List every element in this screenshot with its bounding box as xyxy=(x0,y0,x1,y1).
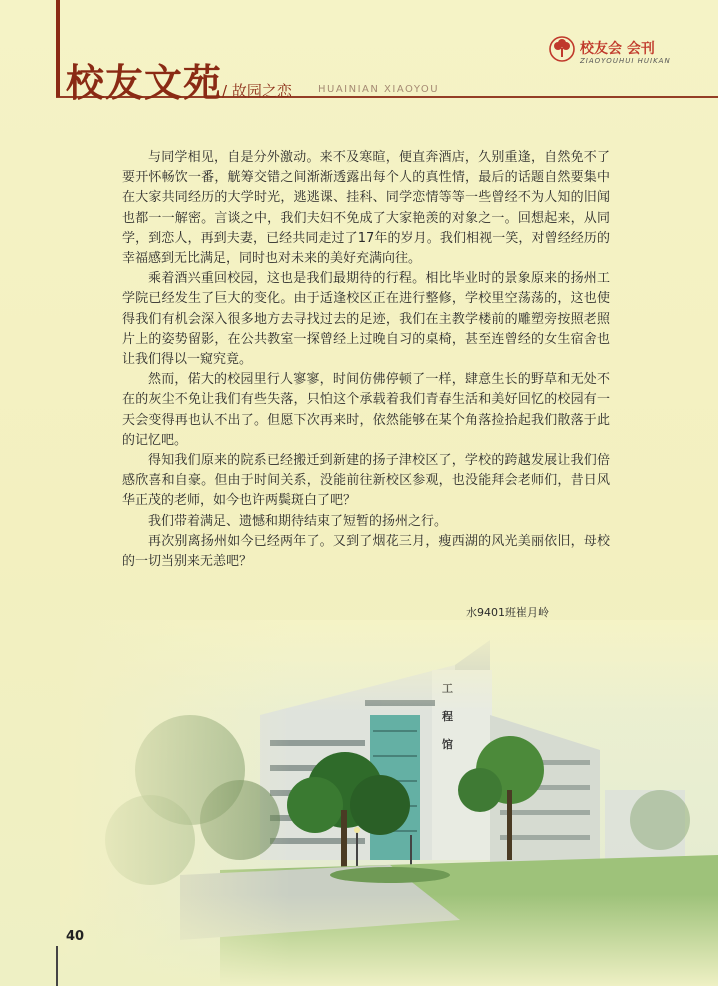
signature-author: 水9401班崔月岭 xyxy=(466,606,549,619)
article-paragraph: 与同学相见，自是分外激动。来不及寒暄，便直奔酒店，久别重逢，自然免不了要开怀畅饮一番，觥筹交错之间渐渐透露出每个人的真性情，最后的话题自然要集中在大家共同经历的大学时光，逃逃课、挂科、同学恋情等等一些曾经不为人知的旧闻也都一一解密。言谈之中，我们夫妇不免成了大家艳羡的对象之一。回想起来，从同学，到恋人，再到夫妻，已经共同走过了17年的岁月。我们相视一笑，对曾经经历的幸福感到无比满足，同时也对未来的美好充满向往。 xyxy=(122,150,610,267)
section-title: 校友文苑 xyxy=(66,60,223,105)
article-paragraph: 再次别离扬州如今已经两年了。又到了烟花三月，瘦西湖的风光美丽依旧，母校的一切当别来无恙吧？ xyxy=(122,533,610,570)
subtitle-text: 故园之恋 xyxy=(231,82,292,100)
campus-building-photo xyxy=(60,620,718,986)
article-paragraph: 乘着酒兴重回校园，这也是我们最期待的行程。相比毕业时的景象原来的扬州工学院已经发生了巨大的变化。由于适逢校区正在进行整修，学校里空荡荡的，这也使得我们有机会深入很多地方去寻找过去的足迹，我们在主教学楼前的雕塑旁按照老照片上的姿势留影，在公共教室一探曾经上过晚自习的桌椅，甚至连曾经的女生宿舍也让我们得以一窥究竟。 xyxy=(122,271,610,368)
section-subtitle xyxy=(222,80,292,101)
magazine-pinyin: ZIAOYOUHUI HUIKAN xyxy=(580,57,671,65)
tree-logo-icon xyxy=(549,36,575,62)
footer-vertical-rule xyxy=(56,946,58,986)
article-paragraph: 得知我们原来的院系已经搬迁到新建的扬子津校区了，学校的跨越发展让我们倍感欣喜和自豪。但由于时间关系，没能前往新校区参观，也没能拜会老师们，昔日风华正茂的老师，如今也许两鬓斑白了吧？ xyxy=(122,453,610,509)
subtitle-separator: / xyxy=(222,82,228,100)
section-pinyin: HUAINIAN XIAOYOU xyxy=(318,84,440,95)
article-paragraph: 然而，偌大的校园里行人寥寥，时间仿佛停顿了一样，肆意生长的野草和无处不在的灰尘不免让我们有些失落，只怕这个承载着我们青春生活和美好回忆的校园有一天会变得再也认不出了。但愿下次再来时，依然能够在某个角落捡拾起我们散落于此的记忆吧。 xyxy=(122,372,610,448)
page-number: 40 xyxy=(66,929,85,944)
article-paragraph: 我们带着满足、遗憾和期待结束了短暂的扬州之行。 xyxy=(148,513,448,529)
magazine-title: 校友会 会刊 xyxy=(580,41,655,57)
article-body xyxy=(122,148,610,572)
header-vertical-rule xyxy=(56,0,60,97)
